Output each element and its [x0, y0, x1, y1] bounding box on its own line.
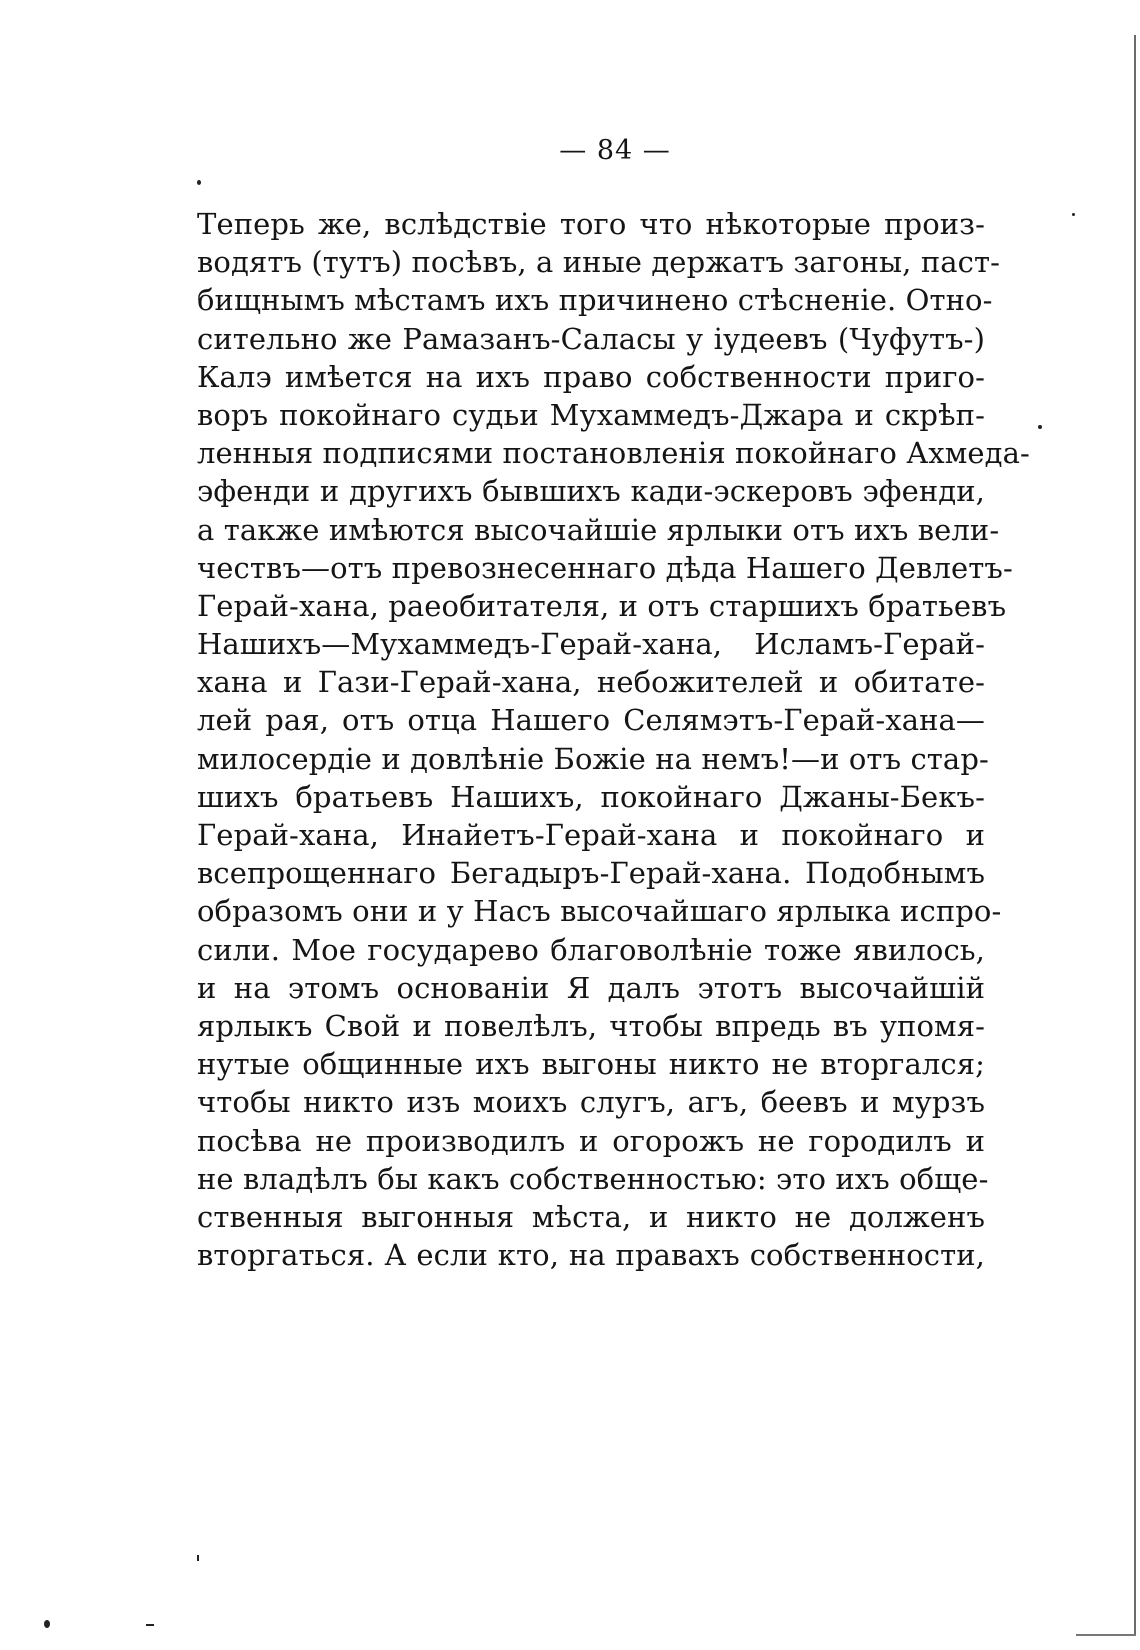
text-line: Герай-хана, Инайетъ-Герай-хана и покойнаго и — [197, 818, 985, 852]
text-line: Калэ имѣется на ихъ право собственности приго- — [197, 359, 985, 394]
scan-speck — [1038, 425, 1042, 429]
scan-speck — [197, 1555, 199, 1561]
text-line: шихъ братьевъ Нашихъ, покойнаго Джаны-Бекъ- — [197, 779, 985, 814]
text-line: чтобы никто изъ моихъ слугъ, агъ, беевъ и мурзъ — [197, 1085, 985, 1120]
page-edge-line — [1134, 35, 1136, 1635]
page-number: — 84 — — [559, 135, 671, 166]
text-line: нутые общинные ихъ выгоны никто не вторгался; — [197, 1047, 985, 1082]
text-line: всепрощеннаго Бегадыръ-Герай-хана. Подобнымъ — [197, 856, 985, 891]
text-line: ленныя подписями постановленія покойнаго Ахмеда- — [197, 436, 1030, 471]
text-line: эфенди и другихъ бывшихъ кади-эскеровъ эфенди, — [197, 474, 985, 509]
text-line: ственныя выгонныя мѣста, и никто не долженъ — [197, 1199, 985, 1234]
text-line: образомъ они и у Насъ высочайшаго ярлыка испро- — [197, 894, 1002, 929]
text-line: не владѣлъ бы какъ собственностью: это ихъ обще- — [197, 1161, 989, 1196]
text-line: а также имѣются высочайшіе ярлыки отъ ихъ вели- — [197, 512, 1000, 547]
page-edge-line-bottom — [1076, 1634, 1136, 1636]
text-line: посѣва не производилъ и огорожъ не городилъ и — [197, 1123, 985, 1158]
scan-speck — [146, 1624, 154, 1626]
text-line: и на этомъ основаніи Я далъ этотъ высочайшій — [197, 970, 985, 1005]
text-line: чествъ—отъ превознесеннаго дѣда Нашего Девлетъ- — [197, 550, 1013, 585]
text-line: сили. Мое государево благоволѣніе тоже явилось, — [197, 932, 985, 967]
text-line: хана и Гази-Герай-хана, небожителей и обитате- — [197, 665, 985, 700]
scan-speck — [44, 1620, 50, 1628]
text-line: лей рая, отъ отца Нашего Селямэтъ-Герай-хана— — [197, 703, 985, 738]
text-line: Нашихъ—Мухаммедъ-Герай-хана, Исламъ-Герай- — [197, 627, 985, 662]
text-line: воръ покойнаго судьи Мухаммедъ-Джара и скрѣп- — [197, 397, 985, 432]
text-line: ярлыкъ Свой и повелѣлъ, чтобы впредь въ упомя- — [197, 1008, 985, 1043]
text-line: милосердіе и довлѣніе Божіе на немъ!—и отъ стар- — [197, 741, 989, 776]
text-line: бищнымъ мѣстамъ ихъ причинено стѣсненіе. Отно- — [197, 283, 993, 318]
text-line: вторгаться. А если кто, на правахъ собственности, — [197, 1238, 985, 1273]
scan-speck — [197, 180, 201, 185]
body-text — [197, 205, 1030, 1274]
text-line: сительно же Рамазанъ-Саласы у іудеевъ (Чуфутъ-) — [197, 321, 985, 356]
text-line: Теперь же, вслѣдствіе того что нѣкоторые произ- — [197, 207, 985, 241]
text-line: водятъ (тутъ) посѣвъ, а иные держатъ загоны, паст- — [197, 245, 1001, 280]
text-line: Герай-хана, раеобитателя, и отъ старшихъ братьевъ — [197, 588, 1007, 623]
scan-speck — [1072, 213, 1075, 216]
